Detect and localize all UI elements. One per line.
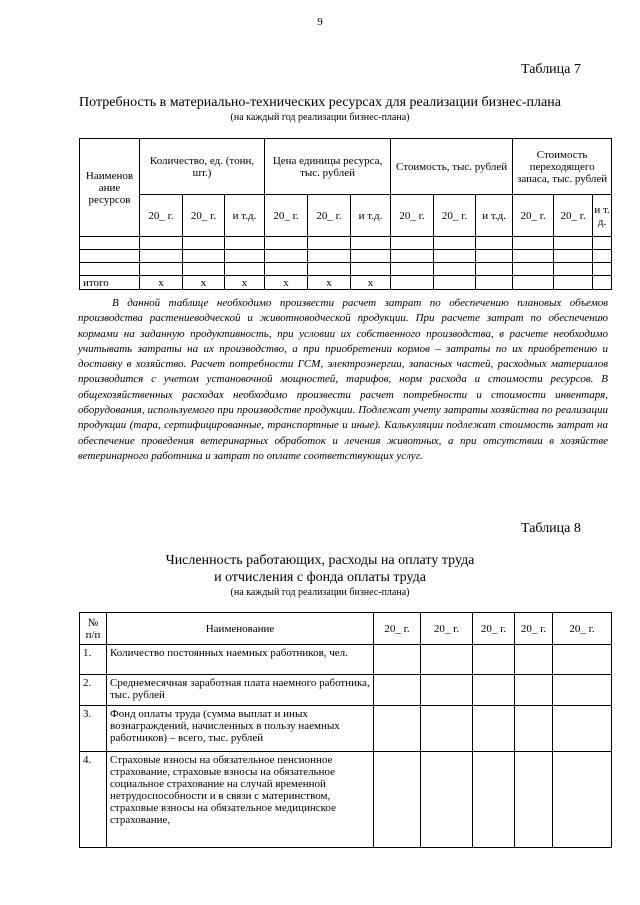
x-mark: х [225,276,265,290]
group-unit-price: Цена единицы ресурса, тыс. рублей [265,139,391,195]
year-header: 20_ г. [421,613,473,645]
x-mark: х [140,276,183,290]
year-header: 20_ г. [473,613,515,645]
table8-title-line2: и отчисления с фонда оплаты труда [214,570,426,585]
row-number: 4. [80,752,107,848]
table-row [80,752,612,848]
total-label: итого [80,276,140,290]
table7-label: Таблица 7 [521,62,581,77]
table7-subtitle: (на каждый год реализации бизнес-плана) [230,112,410,123]
col-number: № п/п [80,613,107,645]
table-row [80,706,612,752]
row-number: 2. [80,675,107,706]
x-mark: х [351,276,391,290]
empty-row [80,263,612,276]
row-name: Среднемесячная заработная плата наемного работника, тыс. рублей [107,675,374,706]
year-header: 20_ г. [308,195,351,237]
row-number: 3. [80,706,107,752]
staff-table [79,612,612,848]
year-header: 20_ г. [515,613,553,645]
table7-title: Потребность в материально-технических ресурсах для реализации бизнес-плана [79,95,561,110]
instructions-paragraph: В данной таблице необходимо произвести расчет затрат по обеспечению плановых объемов производства растениеводческой и животноводческой продукции. При расчете затрат по обеспечению кормами на заданную продуктивность, при условии их собственного производства, в расчете необходимо учитывать затраты на их производство, а при приобретении кормов – затраты по их приобретению и доставку в хозяйство. Расчет потребности ГСМ, электроэнергии, запасных частей, расходных материалов производится с учетом установочной мощностей, тарифов, норм расхода и стоимости ресурсов. В общехозяйственных расходах необходимо произвести расчет потребности и стоимости инвентаря, оборудования, используемого при производстве продукции. Подлежат учету затраты хозяйства по реализации продукции (тара, сертифицированные, транспортные и иные). Калькуляции подлежат стоимость затрат на обеспечение проведения ветеринарных обработок и лечения животных, а при отсутствии в хозяйстве ветеринарного работника и затрат по оплате соответствующих услуг. [78,297,608,462]
year-header: 20_ г. [434,195,476,237]
empty-row [80,250,612,263]
row-number: 1. [80,645,107,675]
row-name: Фонд оплаты труда (сумма выплат и иных вознаграждений, начисленных в пользу наемных работников) – всего, тыс. рублей [107,706,374,752]
table-row [80,645,612,675]
etc-header: и т.д. [351,195,391,237]
year-header: 20_ г. [265,195,308,237]
col-name: Наименование [107,613,374,645]
year-header: 20_ г. [513,195,554,237]
total-row [80,276,612,290]
etc-header: и т. д. [593,195,612,237]
table-row [80,675,612,706]
x-mark: х [308,276,351,290]
year-header: 20_ г. [374,613,421,645]
col-resource-name: Наименов ание ресурсов [80,139,140,237]
year-header: 20_ г. [391,195,434,237]
year-header: 20_ г. [183,195,225,237]
page-number: 9 [317,16,323,28]
etc-header: и т.д. [225,195,265,237]
x-mark: х [183,276,225,290]
row-name: Страховые взносы на обязательное пенсионное страхование, страховые взносы на обязательное социальное страхование на случай временной нетрудоспособности и в связи с материнством, страховые взносы на обязательное медицинское страхование, [107,752,374,848]
empty-row [80,237,612,250]
year-header: 20_ г. [554,195,593,237]
x-mark: х [265,276,308,290]
table8-label: Таблица 8 [521,521,581,536]
year-header: 20_ г. [140,195,183,237]
group-quantity: Количество, ед. (тонн, шт.) [140,139,265,195]
table8-subtitle: (на каждый год реализации бизнес-плана) [230,587,410,598]
row-name: Количество постоянных наемных работников, чел. [107,645,374,675]
group-cost: Стоимость, тыс. рублей [391,139,513,195]
etc-header: и т.д. [476,195,513,237]
year-header: 20_ г. [553,613,612,645]
table8-title-line1: Численность работающих, расходы на оплату труда [165,553,475,568]
resources-table [79,138,612,290]
group-carryover-stock: Стоимость переходящего запаса, тыс. рублей [513,139,612,195]
